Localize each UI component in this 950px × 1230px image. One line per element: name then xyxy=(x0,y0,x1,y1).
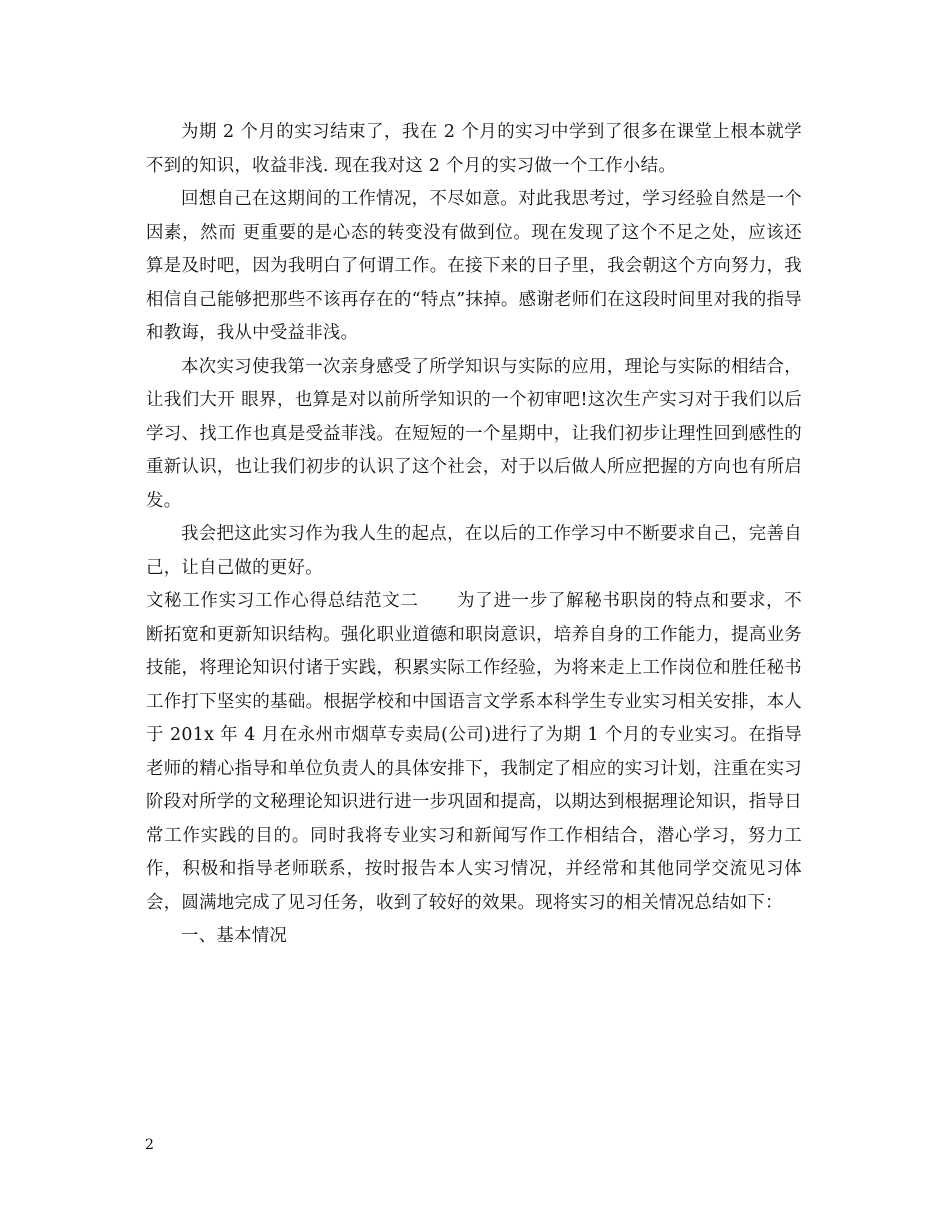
section-paragraph xyxy=(146,585,802,920)
document-body xyxy=(146,116,802,954)
page-number: 2 xyxy=(145,1137,154,1153)
paragraph-internship-end: 为期 2 个月的实习结束了，我在 2 个月的实习中学到了很多在课堂上根本就学不到的知识，收益非浅. 现在我对这 2 个月的实习做一个工作小结。 xyxy=(146,122,802,176)
paragraph-reflection: 回想自己在这期间的工作情况，不尽如意。对此我思考过，学习经验自然是一个因素，然而 更重要的是心态的转变没有做到位。现在发现了这个不足之处，应该还算是及时吧，因为我明白了何谓工作。在接下来的日子里，我会朝这个方向努力，我相信自己能够把那些不该再存在的“特点”抹掉。感谢老师们在这段时间里对我的指导和教诲，我从中受益非浅。 xyxy=(146,189,802,343)
subheading-basic-info: 一、基本情况 xyxy=(181,926,288,946)
paragraph-learning: 本次实习使我第一次亲身感受了所学知识与实际的应用，理论与实际的相结合，让我们大开 眼界，也算是对以前所学知识的一个初审吧!这次生产实习对于我们以后学习、找工作也真是受益菲浅。在短短的一个星期中，让我们初步让理性回到感性的重新认识，也让我们初步的认识了这个社会，对于以后做人所应把握的方向也有所启发。 xyxy=(146,356,802,511)
section-body: 为了进一步了解秘书职岗的特点和要求，不断拓宽和更新知识结构。强化职业道德和职岗意识，培养自身的工作能力，提高业务技能，将理论知识付诸于实践，积累实际工作经验，为将来走上工作岗位和胜任秘书工作打下坚实的基础。根据学校和中国语言文学系本科学生专业实习相关安排，本人于 201x 年 4 月在永州市烟草专卖局(公司)进行了为期 1 个月的专业实习。在指导老师的精心指导和单位负责人的具体安排下，我制定了相应的实习计划，注重在实习阶段对所学的文秘理论知识进行进一步巩固和提高，以期达到根据理论知识，指导日常工作实践的目的。同时我将专业实习和新闻写作工作相结合，潜心学习，努力工作，积极和指导老师联系，按时报告本人实习情况，并经常和其他同学交流见习体会，圆满地完成了见习任务，收到了较好的效果。现将实习的相关情况总结如下： xyxy=(146,591,802,913)
paragraph-conclusion: 我会把这此实习作为我人生的起点，在以后的工作学习中不断要求自己，完善自己，让自己做的更好。 xyxy=(146,524,802,578)
section-title: 文秘工作实习工作心得总结范文二 xyxy=(146,591,419,611)
